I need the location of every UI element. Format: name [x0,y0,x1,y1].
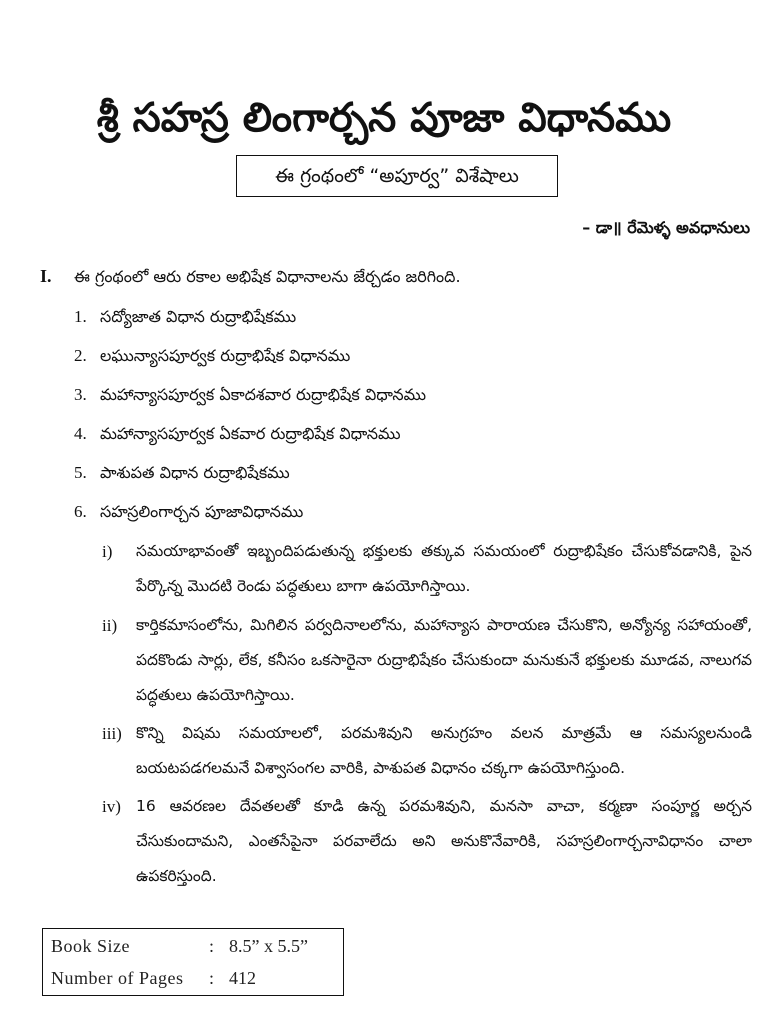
list-item [74,459,290,487]
page-title: శ్రీ సహస్ర లింగార్చన పూజా విధానము [96,95,672,141]
page-count-row [51,963,256,993]
page-count-label: Number of Pages [51,968,184,988]
list-item [74,381,426,409]
subtitle-box: ఈ గ్రంథంలో “అపూర్వ” విశేషాలు [236,155,558,197]
list-item [74,420,400,448]
sub-item-text: 16 ఆవరణల దేవతలతో కూడి ఉన్న పరమశివుని, మనసా వాచా, కర్మణా సంపూర్ణ అర్చన చేసుకుందామని, ఎంతసేపైనా పరవాలేదు అని అనుకొనేవారికి, సహస్రలింగార్చనావిధానం చాలా ఉపకరిస్తుంది. [136,797,752,885]
list-item-number: 6. [74,502,87,521]
sub-item [102,716,752,786]
list-item-text: మహాన్యాసపూర్వక ఏకవార రుద్రాభిషేక విధానము [100,424,401,443]
separator: : [209,968,215,988]
section-text: ఈ గ్రంథంలో ఆరు రకాల అభిషేక విధానాలను జేర్చడం జరిగింది. [74,267,461,286]
list-item-text: లఘున్యాసపూర్వక రుద్రాభిషేక విధానము [100,346,351,365]
author-line: – డా॥ రేమెళ్ళ అవధానులు [582,218,750,237]
book-size-row [51,931,308,961]
list-item [74,342,350,370]
sub-item [102,534,752,604]
book-size-value: 8.5” x 5.5” [229,936,308,956]
list-item-number: 2. [74,346,87,365]
sub-item-text: సమయాభావంతో ఇబ్బందిపడుతున్న భక్తులకు తక్కువ సమయంలో రుద్రాభిషేకం చేసుకోవడానికి, పైన పేర్కొన్న మొదటి రెండు పద్ధతులు బాగా ఉపయోగిస్తాయి. [136,542,752,595]
section-number: I. [40,266,52,286]
list-item-number: 1. [74,307,87,326]
sub-item-number: ii) [102,616,118,635]
separator: : [209,936,215,956]
book-info-box [42,928,344,996]
sub-item-text: కార్తికమాసంలోను, మిగిలిన పర్వదినాలలోను, మహాన్యాస పారాయణ చేసుకొని, అన్యోన్య సహాయంతో, పదకొండు సార్లు, లేక, కనీసం ఒకసారైనా రుద్రాభిషేకం చేసుకుందా మనుకునే భక్తులకు మూడవ, నాలుగవ పద్ధతులు ఉపయోగిస్తాయి. [136,616,752,704]
sub-item [102,608,752,713]
sub-item-text: కొన్ని విషమ సమయాలలో, పరమశివుని అనుగ్రహం వలన మాత్రమే ఆ సమస్యలనుండి బయటపడగలమనే విశ్వాసంగల వారికి, పాశుపత విధానం చక్కగా ఉపయోగిస్తుంది. [136,724,752,777]
list-item [74,303,296,331]
page-count-value: 412 [229,968,256,988]
list-item-text: పాశుపత విధాన రుద్రాభిషేకము [100,463,290,482]
list-item-number: 3. [74,385,87,404]
list-item-text: మహాన్యాసపూర్వక ఏకాదశవార రుద్రాభిషేక విధానము [100,385,427,404]
list-item-number: 4. [74,424,87,443]
list-item-text: సద్యోజాత విధాన రుద్రాభిషేకము [100,307,297,326]
list-item-text: సహస్రలింగార్చన పూజావిధానము [100,502,304,521]
section-heading [40,262,740,291]
book-size-label: Book Size [51,936,130,956]
list-item-number: 5. [74,463,87,482]
sub-item-number: i) [102,542,113,561]
sub-item-number: iv) [102,797,121,816]
list-item [74,498,303,526]
sub-item-number: iii) [102,724,122,743]
sub-item [102,789,752,894]
